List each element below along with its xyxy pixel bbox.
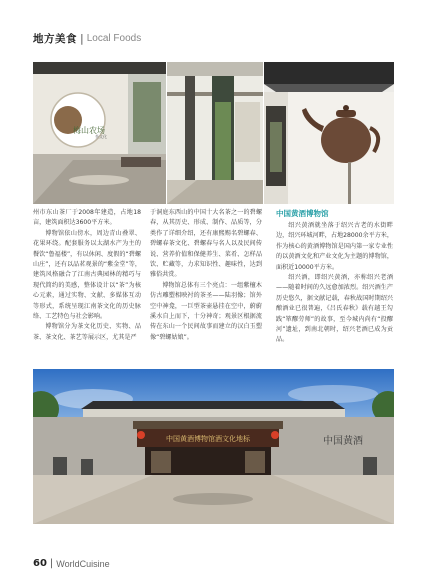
- photo-tea-museum-interior: [33, 62, 166, 204]
- article-column-2: [150, 208, 262, 343]
- banner-text: 中国黄酒博物馆酒文化地标: [166, 435, 250, 443]
- paragraph: 博物馆总体有三个亮点：一组紫檀木仿古雕塑相映衬的茶圣——陆羽像；馆外空中神龛，一巨型茶壶悬挂在空中，蔚蔚溪水自上而下，十分神奇；观景区根据流传在东山一个民间故事而建立的汉白玉塑像“碧螺姑娘”。: [150, 281, 262, 341]
- wall-logo-text: 梅山农场: [73, 126, 105, 135]
- page-number: 60: [33, 558, 47, 569]
- paragraph: 州市东山茶厂于2008年建造，占地18亩，建筑面积达3600平方米。: [33, 209, 141, 227]
- paragraph: 绍兴酒，即绍兴黄酒，亦称绍兴老酒——随着时间的久远愈加浓烈。绍兴酒生产历史悠久，据文献记载，春秋战国时期绍兴酿酒业已很普遍，《吕氏春秋》载有越王勾践“箪醪劳师”的故事，至今城内尚有“投醪河”遗址，到南北朝时，绍兴老酒已成为贡品。: [276, 274, 393, 344]
- photo-huangjiu-museum-entrance: [33, 369, 394, 524]
- header-divider: |: [80, 31, 84, 45]
- magazine-name: WorldCuisine: [56, 558, 110, 569]
- article-heading: 中国黄酒博物馆: [276, 209, 329, 218]
- paragraph: 绍兴黄酒就坐落于绍兴古老的水街畔边，绍兴环城河畔，占地28000余平方米，作为核心的黄酒博物馆是国内第一家专业性的以黄酒文化和产业文化为主题的博物馆，面积近10000平方米。: [276, 222, 393, 271]
- section-subtitle: Local Foods: [86, 32, 142, 44]
- page-footer: [33, 558, 110, 569]
- paragraph: 于洞庭东西山的中国十大名茶之一的碧螺春，从其历史、形成、制作、品质等，分类作了详细介绍，还有康熙赐名碧螺春、碧螺春茶文化、碧螺春与名人以及民间传说、营养价值和保健养生、菜肴、怎样品饮、贮藏等，力求知识性、趣味性，达到雅俗共赏。: [150, 209, 262, 279]
- article-column-1: [33, 208, 141, 343]
- section-header: [33, 30, 141, 46]
- footer-divider: |: [49, 558, 54, 569]
- wall-logo-subtext: 茶文化: [95, 134, 107, 139]
- photo-museum-hall: [167, 62, 263, 204]
- paragraph: 博物馆分为茶文化历史、实物、品茶、茶文化、茶艺等展示区，尤其是严: [33, 323, 141, 341]
- article-column-3: [276, 208, 393, 346]
- stone-sign-text: 中国黄酒: [323, 436, 363, 447]
- section-title: 地方美食: [33, 32, 77, 45]
- photo-giant-teapot: [264, 62, 394, 204]
- paragraph: 博物馆依山傍水，周边青山叠翠、花果环绕。配套服务以太湖水产为主的餐饮“鲁福楼”，有以休闲、度假的“碧螺山庄”，还有以品茗观景的“紫金堂”等，建筑风格融合了江南古典园林的精巧与现代简约的美感，整体设计以“茶”为核心元素，通过实物、文献、多媒体互动等形式，系统呈现江南茶文化的历史脉络、工艺特色与社会影响。: [33, 229, 141, 321]
